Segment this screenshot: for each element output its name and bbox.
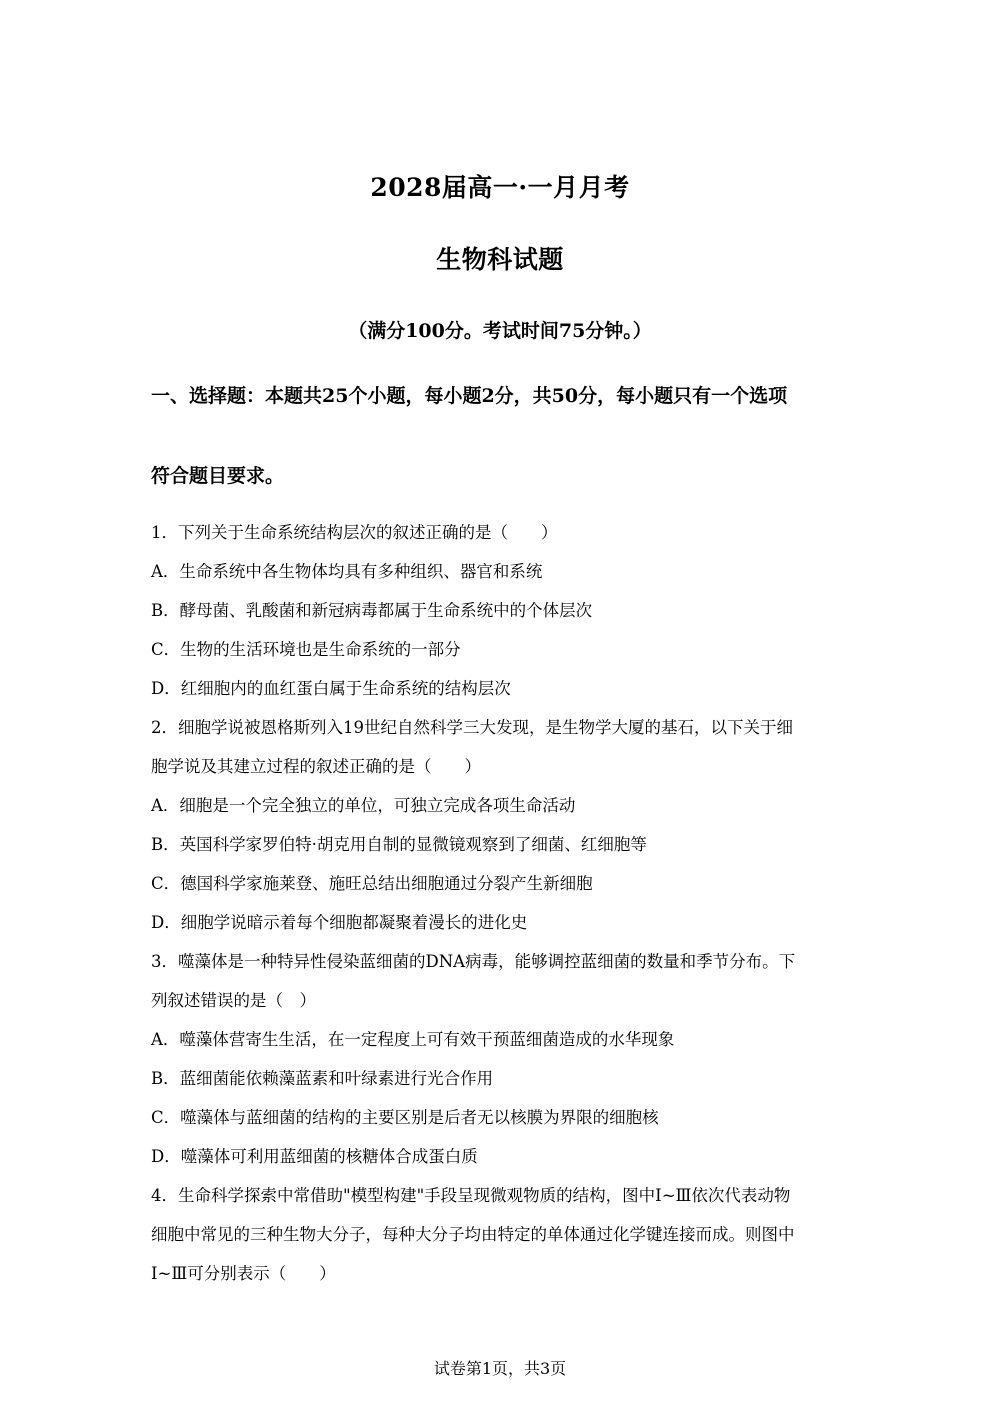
page-footer: 试卷第1页，共3页 <box>433 1359 567 1378</box>
question-4-stem-line-3: Ⅰ~Ⅲ可分别表示（ ） <box>151 1264 336 1283</box>
question-3-stem-line-2: 列叙述错误的是（ ） <box>151 991 316 1010</box>
question-3-option-c: C．噬藻体与蓝细菌的结构的主要区别是后者无以核膜为界限的细胞核 <box>151 1108 659 1127</box>
question-2-stem-line-2: 胞学说及其建立过程的叙述正确的是（ ） <box>151 757 481 776</box>
question-2-option-a: A．细胞是一个完全独立的单位，可独立完成各项生命活动 <box>151 796 576 815</box>
question-3-stem-line-1: 3．噬藻体是一种特异性侵染蓝细菌的DNA病毒，能够调控蓝细菌的数量和季节分布。下 <box>151 952 796 971</box>
score-time-note: （满分100分。考试时间75分钟。） <box>348 320 652 342</box>
question-3-option-d: D．噬藻体可利用蓝细菌的核糖体合成蛋白质 <box>151 1147 478 1166</box>
question-2-option-b: B．英国科学家罗伯特·胡克用自制的显微镜观察到了细菌、红细胞等 <box>151 835 647 854</box>
exam-title: 2028届高一·一月月考 <box>370 173 630 202</box>
question-3-option-a: A．噬藻体营寄生生活，在一定程度上可有效干预蓝细菌造成的水华现象 <box>151 1030 675 1049</box>
question-3-option-b: B．蓝细菌能依赖藻蓝素和叶绿素进行光合作用 <box>151 1069 494 1088</box>
question-4-stem-line-1: 4．生命科学探索中常借助"模型构建"手段呈现微观物质的结构，图中Ⅰ~Ⅲ依次代表动物 <box>151 1186 791 1205</box>
question-1-stem: 1．下列关于生命系统结构层次的叙述正确的是（ ） <box>151 523 558 542</box>
question-1-option-d: D．红细胞内的血红蛋白属于生命系统的结构层次 <box>151 679 511 698</box>
question-4-stem-line-2: 细胞中常见的三种生物大分子，每种大分子均由特定的单体通过化学键连接而成。则图中 <box>151 1225 795 1244</box>
question-1-option-c: C．生物的生活环境也是生命系统的一部分 <box>151 640 461 659</box>
question-list <box>151 513 851 1293</box>
question-1-option-a: A．生命系统中各生物体均具有多种组织、器官和系统 <box>151 562 543 581</box>
question-2-option-c: C．德国科学家施莱登、施旺总结出细胞通过分裂产生新细胞 <box>151 874 593 893</box>
section-heading-line-1: 一、选择题：本题共25个小题，每小题2分，共50分，每小题只有一个选项 <box>151 385 788 407</box>
question-1-option-b: B．酵母菌、乳酸菌和新冠病毒都属于生命系统中的个体层次 <box>151 601 593 620</box>
question-2-option-d: D．细胞学说暗示着每个细胞都凝聚着漫长的进化史 <box>151 913 528 932</box>
question-2-stem-line-1: 2．细胞学说被恩格斯列入19世纪自然科学三大发现，是生物学大厦的基石，以下关于细 <box>151 718 793 737</box>
section-heading-line-2: 符合题目要求。 <box>151 465 285 487</box>
subject-title: 生物科试题 <box>436 245 564 274</box>
